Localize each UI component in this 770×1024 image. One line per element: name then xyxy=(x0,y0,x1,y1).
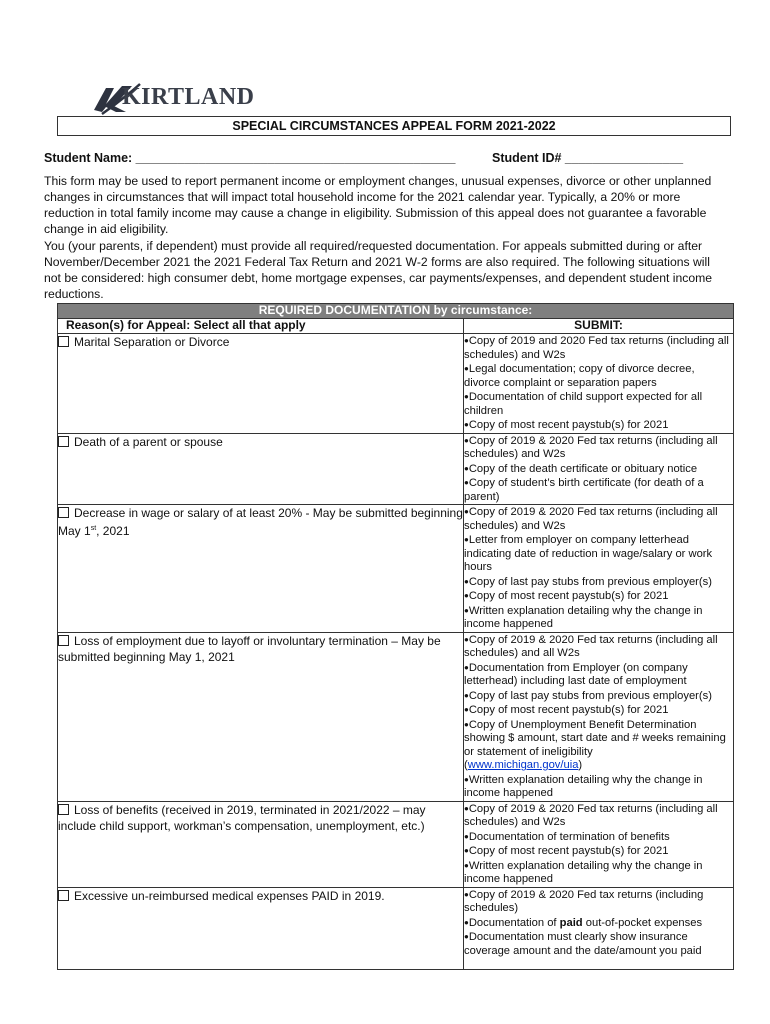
checkbox-loss-employment[interactable] xyxy=(58,635,69,646)
intro-paragraph: This form may be used to report permanent income or employment changes, unusual expenses, divorce or other unplanned changes in circumstances that will impact total household income for the 2021 calendar year. Typically, a 20% or more reduction in total family income may cause a change in eligibility. Submission of this appeal does not guarantee a favorable change in aid eligibility. xyxy=(44,174,712,236)
list-item: ● Letter from employer on company letterhead indicating date of reduction in wage/salary or work hours xyxy=(464,533,733,575)
list-item: ● Documentation of child support expected for all children xyxy=(464,390,733,418)
reason-superscript: st xyxy=(90,525,97,532)
list-item: ● Copy of 2019 and 2020 Fed tax returns (including all schedules) and W2s xyxy=(464,334,733,362)
submit-cell xyxy=(464,433,734,505)
reason-label-end: , 2021 xyxy=(96,524,130,538)
reason-cell xyxy=(58,334,464,434)
list-item: ● Copy of most recent paystub(s) for 2021 xyxy=(464,589,733,604)
table-row xyxy=(58,505,734,633)
student-name-field[interactable]: Student Name: ______________________________________________ xyxy=(44,151,456,165)
table-band-title: REQUIRED DOCUMENTATION by circumstance: xyxy=(58,304,734,319)
reason-column-header: Reason(s) for Appeal: Select all that apply xyxy=(58,319,464,334)
table-row xyxy=(58,433,734,505)
reason-label: Loss of employment due to layoff or involuntary termination – May be submitted beginning May 1, 2021 xyxy=(58,633,441,664)
reason-label: Marital Separation or Divorce xyxy=(74,335,230,349)
reason-cell xyxy=(58,632,464,801)
documentation-table xyxy=(57,303,734,970)
list-item: ● Documentation from Employer (on company letterhead) including last date of employment xyxy=(464,661,733,689)
list-item: ● Copy of the death certificate or obituary notice xyxy=(464,462,733,477)
student-id-field[interactable]: Student ID# _________________ xyxy=(492,151,684,165)
reason-label: Death of a parent or spouse xyxy=(74,434,223,449)
list-item: ● Copy of 2019 & 2020 Fed tax returns (including all schedules) and W2s xyxy=(464,434,733,462)
list-item: ● Copy of last pay stubs from previous employer(s) xyxy=(464,689,733,704)
list-item: ● Written explanation detailing why the change in income happened xyxy=(464,773,733,801)
reason-label: Loss of benefits (received in 2019, terminated in 2021/2022 – may include child support, workman’s compensation, unemployment, etc.) xyxy=(58,802,426,833)
submit-cell xyxy=(464,801,734,887)
reason-cell xyxy=(58,887,464,969)
list-item: ● Copy of 2019 & 2020 Fed tax returns (including all schedules) and all W2s xyxy=(464,633,733,661)
submit-cell xyxy=(464,887,734,969)
reason-label: Excessive un-reimbursed medical expenses PAID in 2019. xyxy=(74,888,385,903)
checkbox-wage-decrease[interactable] xyxy=(58,507,69,518)
checkbox-loss-benefits[interactable] xyxy=(58,804,69,815)
list-item: ● Copy of most recent paystub(s) for 2021 xyxy=(464,418,733,433)
list-item: ● Copy of most recent paystub(s) for 2021 xyxy=(464,703,733,718)
reason-label: Decrease in wage or salary of at least 20% - May be submitted beginning May 1 xyxy=(58,506,463,538)
list-item: ● Written explanation detailing why the change in income happened xyxy=(464,604,733,632)
table-row xyxy=(58,887,734,969)
list-item: ● Written explanation detailing why the change in income happened xyxy=(464,859,733,887)
list-item-paid: ● Documentation of paid out-of-pocket expenses xyxy=(464,916,733,931)
student-info-row xyxy=(44,151,734,165)
submit-cell xyxy=(464,334,734,434)
michigan-uia-link[interactable]: www.michigan.gov/uia xyxy=(467,759,579,771)
checkbox-death-parent[interactable] xyxy=(58,436,69,447)
list-item: ● Copy of 2019 & 2020 Fed tax returns (including all schedules) and W2s xyxy=(464,802,733,830)
reason-cell xyxy=(58,801,464,887)
reason-cell xyxy=(58,433,464,505)
form-title: SPECIAL CIRCUMSTANCES APPEAL FORM 2021-2022 xyxy=(57,116,731,136)
checkbox-marital-separation[interactable] xyxy=(58,336,69,347)
submit-cell xyxy=(464,632,734,801)
list-item: ● Documentation of termination of benefits xyxy=(464,830,733,845)
kirtland-wordmark: KIRTLAND xyxy=(122,84,255,110)
reason-cell xyxy=(58,505,464,633)
checkbox-medical-expenses[interactable] xyxy=(58,890,69,901)
list-item: ● Copy of 2019 & 2020 Fed tax returns (including schedules) xyxy=(464,888,733,916)
list-item: ● Copy of most recent paystub(s) for 2021 xyxy=(464,844,733,859)
list-item: ● Documentation must clearly show insurance coverage amount and the date/amount you paid xyxy=(464,930,733,958)
list-item: ● Copy of last pay stubs from previous employer(s) xyxy=(464,575,733,590)
submit-column-header: SUBMIT: xyxy=(464,319,734,334)
table-row xyxy=(58,801,734,887)
submit-cell xyxy=(464,505,734,633)
list-item: ● Copy of student’s birth certificate (for death of a parent) xyxy=(464,476,733,504)
list-item: ● Legal documentation; copy of divorce decree, divorce complaint or separation papers xyxy=(464,362,733,390)
documentation-paragraph: You (your parents, if dependent) must provide all required/requested documentation. For appeals submitted during or after November/December 2021 the 2021 Federal Tax Return and 2021 W-2 forms are also required. The following situations will not be considered: high consumer debt, home mortgage expenses, car payments/expenses, and dependent student income reductions. xyxy=(44,239,713,301)
table-row xyxy=(58,632,734,801)
table-row xyxy=(58,334,734,434)
list-item: ● Copy of 2019 & 2020 Fed tax returns (including all schedules) and W2s xyxy=(464,505,733,533)
uia-link-line: (www.michigan.gov/uia) xyxy=(464,759,583,771)
list-item: ● Copy of Unemployment Benefit Determination showing $ amount, start date and # weeks remaining or statement of ineligibility xyxy=(464,718,733,760)
